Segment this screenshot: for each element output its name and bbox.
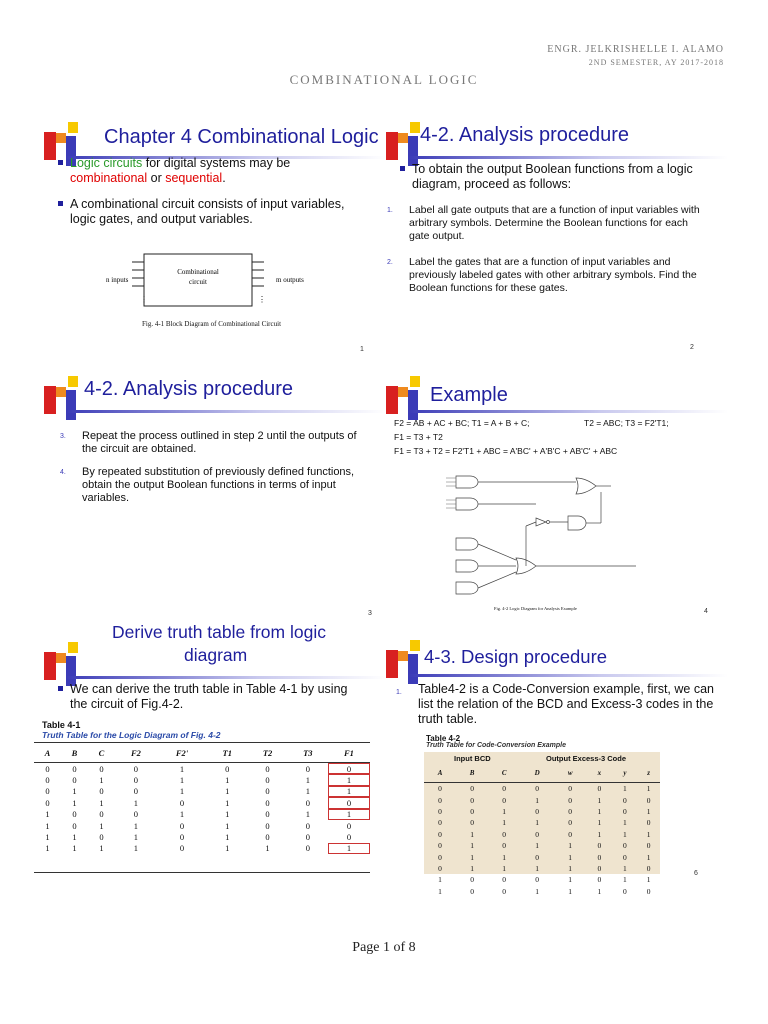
slide-logo-icon (386, 640, 426, 686)
step-4: 4. By repeated substitution of previously defined functions, obtain the output Boolean functions in terms of input variables. (60, 466, 355, 504)
slide-title: 4-2. Analysis procedure (420, 124, 630, 146)
truth-table-4-2 (424, 764, 660, 897)
slide-title-line-2: diagram (184, 645, 248, 665)
equation-1b: T2 = ABC; T3 = F2'T1; (584, 418, 669, 428)
table-row: 0 0 1 0 1 1 0 1 1 (34, 774, 370, 785)
equation-3: F1 = T3 + T2 = F2'T1 + ABC = A'BC' + A'B'C + AB'C' + ABC (394, 446, 618, 456)
table-row: 0 0 0 0 0 0 1 1 (438, 784, 651, 794)
slide-logo-icon (386, 376, 426, 422)
figure-caption: Fig. 4-1 Block Diagram of Combinational Circuit (142, 320, 282, 328)
slide-logo-icon (44, 376, 84, 422)
slide-5 (42, 620, 382, 880)
box-label-1: Combinational (177, 268, 219, 276)
table-row: 1 0 0 1 1 1 0 0 (438, 886, 651, 896)
table-row: 0 1 0 1 1 0 0 0 (438, 841, 651, 851)
slide-1 (42, 118, 382, 353)
page-number: 3 (368, 610, 372, 617)
bullet-2: A combinational circuit consists of input variables, logic gates, and output variables. (70, 197, 370, 227)
page-number: 4 (704, 608, 708, 615)
equation-2: F1 = T3 + T2 (394, 432, 443, 442)
group-header-excess3: Output Excess-3 Code (546, 754, 627, 763)
page-footer: Page 1 of 8 (352, 940, 416, 955)
table-row: 1 0 1 1 0 1 0 0 0 (45, 820, 352, 831)
table-row: 1 1 0 1 0 1 0 0 0 (45, 832, 352, 843)
table-subtitle: Truth Table for Code-Conversion Example (426, 742, 567, 749)
equation-1a: F2 = AB + AC + BC; T1 = A + B + C; (394, 418, 530, 428)
table-header-row: A B C D w x y z (424, 764, 660, 783)
table-row: 1 1 1 1 0 1 1 0 1 (34, 843, 370, 854)
slide-title: Example (430, 384, 508, 406)
block-diagram (92, 246, 332, 316)
svg-text:⋮: ⋮ (140, 295, 148, 304)
svg-text:⋮: ⋮ (258, 295, 266, 304)
truth-table-4-1 (34, 744, 370, 854)
slide-6 (384, 636, 724, 896)
figure-caption: Fig. 4-2 Logic Diagram for Analysis Example (494, 606, 577, 611)
table-row: 0 0 1 0 0 1 0 1 (438, 806, 651, 816)
table-row: 1 0 0 0 1 0 1 1 (438, 875, 651, 885)
table-header-row: A B C F2 F2' T1 T2 T3 F1 (34, 744, 370, 763)
slide-3 (42, 372, 382, 617)
table-title: Table 4-1 (42, 720, 81, 730)
table-row: 0 1 0 0 1 1 0 1 1 (34, 786, 370, 797)
table-row: 0 0 1 1 0 1 1 0 (438, 818, 651, 828)
page-number: 1 (360, 346, 364, 353)
author-name: ENGR. JELKRISHELLE I. ALAMO (547, 44, 724, 55)
step-1: 1. Table4-2 is a Code-Conversion example, first, we can list the relation of the BCD and Excess-3 codes in the truth table. (396, 682, 714, 726)
step-1: 1. Label all gate outputs that are a function of input variables with arbitrary symbols. Determine the Boolean functions for each gate output. (387, 204, 700, 242)
outputs-label: m outputs (276, 276, 304, 284)
table-row: 0 1 1 1 1 0 1 0 (438, 863, 651, 873)
table-row: 0 1 0 0 0 1 1 1 (438, 829, 651, 839)
bullet-1: Logic circuits for digital systems may be combinational or sequential. (70, 156, 360, 186)
table-subtitle: Truth Table for the Logic Diagram of Fig. 4-2 (42, 730, 221, 740)
table-row: 0 1 1 1 0 1 0 0 0 (34, 797, 370, 808)
bullet-1: To obtain the output Boolean functions from a logic diagram, proceed as follows: (412, 162, 702, 192)
inputs-label: n inputs (106, 276, 129, 284)
table-row: 0 1 1 0 1 0 0 1 (438, 852, 651, 862)
semester-label: 2ND SEMESTER, AY 2017-2018 (588, 58, 724, 67)
slide-2 (384, 118, 724, 351)
box-label-2: circuit (189, 278, 207, 286)
table-row: 0 0 0 0 1 0 0 0 0 (34, 763, 370, 775)
slide-title: 4-2. Analysis procedure (84, 378, 294, 400)
page-number: 6 (694, 870, 698, 877)
table-title: Table 4-2 (426, 734, 461, 743)
logic-diagram (436, 468, 676, 608)
bullet-1: We can derive the truth table in Table 4-1 by using the circuit of Fig.4-2. (70, 682, 360, 712)
slide-4 (384, 372, 724, 615)
page-number: 2 (690, 344, 694, 351)
slide-title-line-1: Derive truth table from logic (112, 622, 326, 642)
slide-title: Chapter 4 Combinational Logic (104, 126, 379, 148)
step-2: 2. Label the gates that are a function of input variables and previously labeled gates with other arbitrary symbols. Find the Boolean functions for these gates. (387, 256, 697, 294)
table-row: 0 0 0 1 0 1 0 0 (438, 795, 651, 805)
slide-title: 4-3. Design procedure (424, 646, 608, 667)
step-3: 3. Repeat the process outlined in step 2 until the outputs of the circuit are obtained. (60, 430, 357, 455)
table-row: 1 0 0 0 1 1 0 1 1 (34, 809, 370, 820)
group-header-input-bcd: Input BCD (454, 754, 491, 763)
document-title: COMBINATIONAL LOGIC (289, 72, 479, 87)
